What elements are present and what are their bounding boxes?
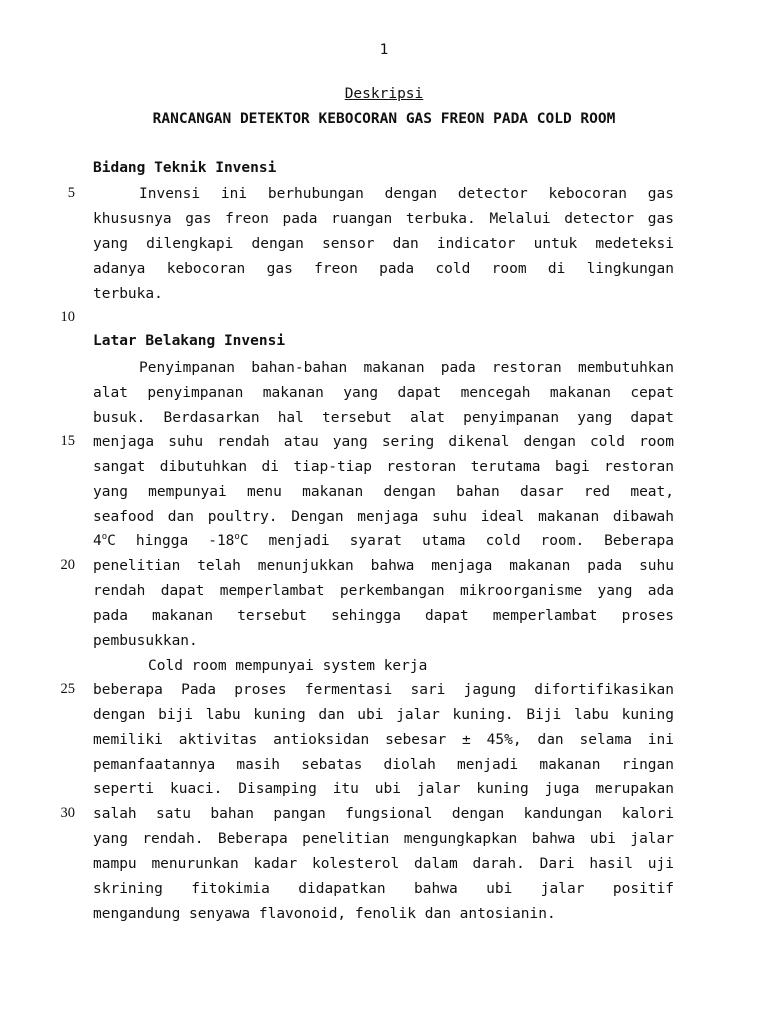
paragraph-line: seafood dan poultry. Dengan menjaga suhu ideal makanan dibawah — [93, 509, 674, 525]
paragraph-line: salah satu bahan pangan fungsional dengan kandungan kalori — [93, 806, 674, 822]
text-span: Invensi ini berhubungan dengan detector kebocoran gas — [139, 186, 674, 202]
paragraph-line — [93, 656, 674, 676]
line-number: 20 — [60, 557, 75, 573]
line-number: 30 — [60, 805, 75, 821]
paragraph-line: rendah dapat memperlambat perkembangan mikroorganisme yang ada — [93, 583, 674, 599]
paragraph-line: seperti kuaci. Disamping itu ubi jalar kuning juga merupakan — [93, 781, 674, 797]
paragraph-line — [93, 184, 674, 204]
paragraph-line: yang mempunyai menu makanan dengan bahan dasar red meat, — [93, 484, 674, 500]
line-number: 5 — [67, 185, 75, 201]
paragraph-line: pada makanan tersebut sehingga dapat memperlambat proses — [93, 608, 674, 624]
paragraph-line: pemanfaatannya masih sebatas diolah menjadi makanan ringan — [93, 757, 674, 773]
description-label: Deskripsi — [344, 86, 424, 102]
paragraph-line: yang rendah. Beberapa penelitian mengungkapkan bahwa ubi jalar — [93, 831, 674, 847]
paragraph-line: penelitian telah menunjukkan bahwa menjaga makanan pada suhu — [93, 558, 674, 574]
document-title: RANCANGAN DETEKTOR KEBOCORAN GAS FREON PADA COLD ROOM — [152, 111, 616, 127]
line-number: 25 — [60, 681, 75, 697]
paragraph-line: menjaga suhu rendah atau yang sering dikenal dengan cold room — [93, 434, 674, 450]
paragraph-line: yang dilengkapi dengan sensor dan indicator untuk medeteksi — [93, 236, 674, 252]
paragraph-line: adanya kebocoran gas freon pada cold room di lingkungan — [93, 261, 674, 277]
paragraph-line: mengandung senyawa flavonoid, fenolik dan antosianin. — [93, 906, 556, 922]
line-number: 10 — [60, 309, 75, 325]
paragraph-line: memiliki aktivitas antioksidan sebesar ± 45%, dan selama ini — [93, 732, 674, 748]
paragraph-line: sangat dibutuhkan di tiap-tiap restoran terutama bagi restoran — [93, 459, 674, 475]
paragraph-line: beberapa Pada proses fermentasi sari jagung difortifikasikan — [93, 682, 674, 698]
line-number: 15 — [60, 433, 75, 449]
paragraph-line: mampu menurunkan kadar kolesterol dalam darah. Dari hasil uji — [93, 856, 674, 872]
paragraph-line: busuk. Berdasarkan hal tersebut alat penyimpanan yang dapat — [93, 410, 674, 426]
section-heading-field: Bidang Teknik Invensi — [93, 160, 277, 176]
paragraph-line: alat penyimpanan makanan yang dapat mencegah makanan cepat — [93, 385, 674, 401]
paragraph-line: khususnya gas freon pada ruangan terbuka. Melalui detector gas — [93, 211, 674, 227]
paragraph-line: dengan biji labu kuning dan ubi jalar kuning. Biji labu kuning — [93, 707, 674, 723]
text-span: Penyimpanan bahan-bahan makanan pada restoran membutuhkan — [139, 360, 674, 376]
text-span: Cold room mempunyai system kerja — [148, 658, 428, 674]
paragraph-line — [93, 358, 674, 378]
paragraph-line: pembusukkan. — [93, 633, 198, 649]
page-number: 1 — [379, 42, 389, 58]
section-heading-background: Latar Belakang Invensi — [93, 333, 286, 349]
paragraph-line: skrining fitokimia didapatkan bahwa ubi jalar positif — [93, 881, 674, 897]
paragraph-line: terbuka. — [93, 286, 163, 302]
paragraph-line-temperature: 4$^o$C hingga -18$^o$C menjadi syarat utama cold room. Beberapa — [93, 532, 674, 549]
